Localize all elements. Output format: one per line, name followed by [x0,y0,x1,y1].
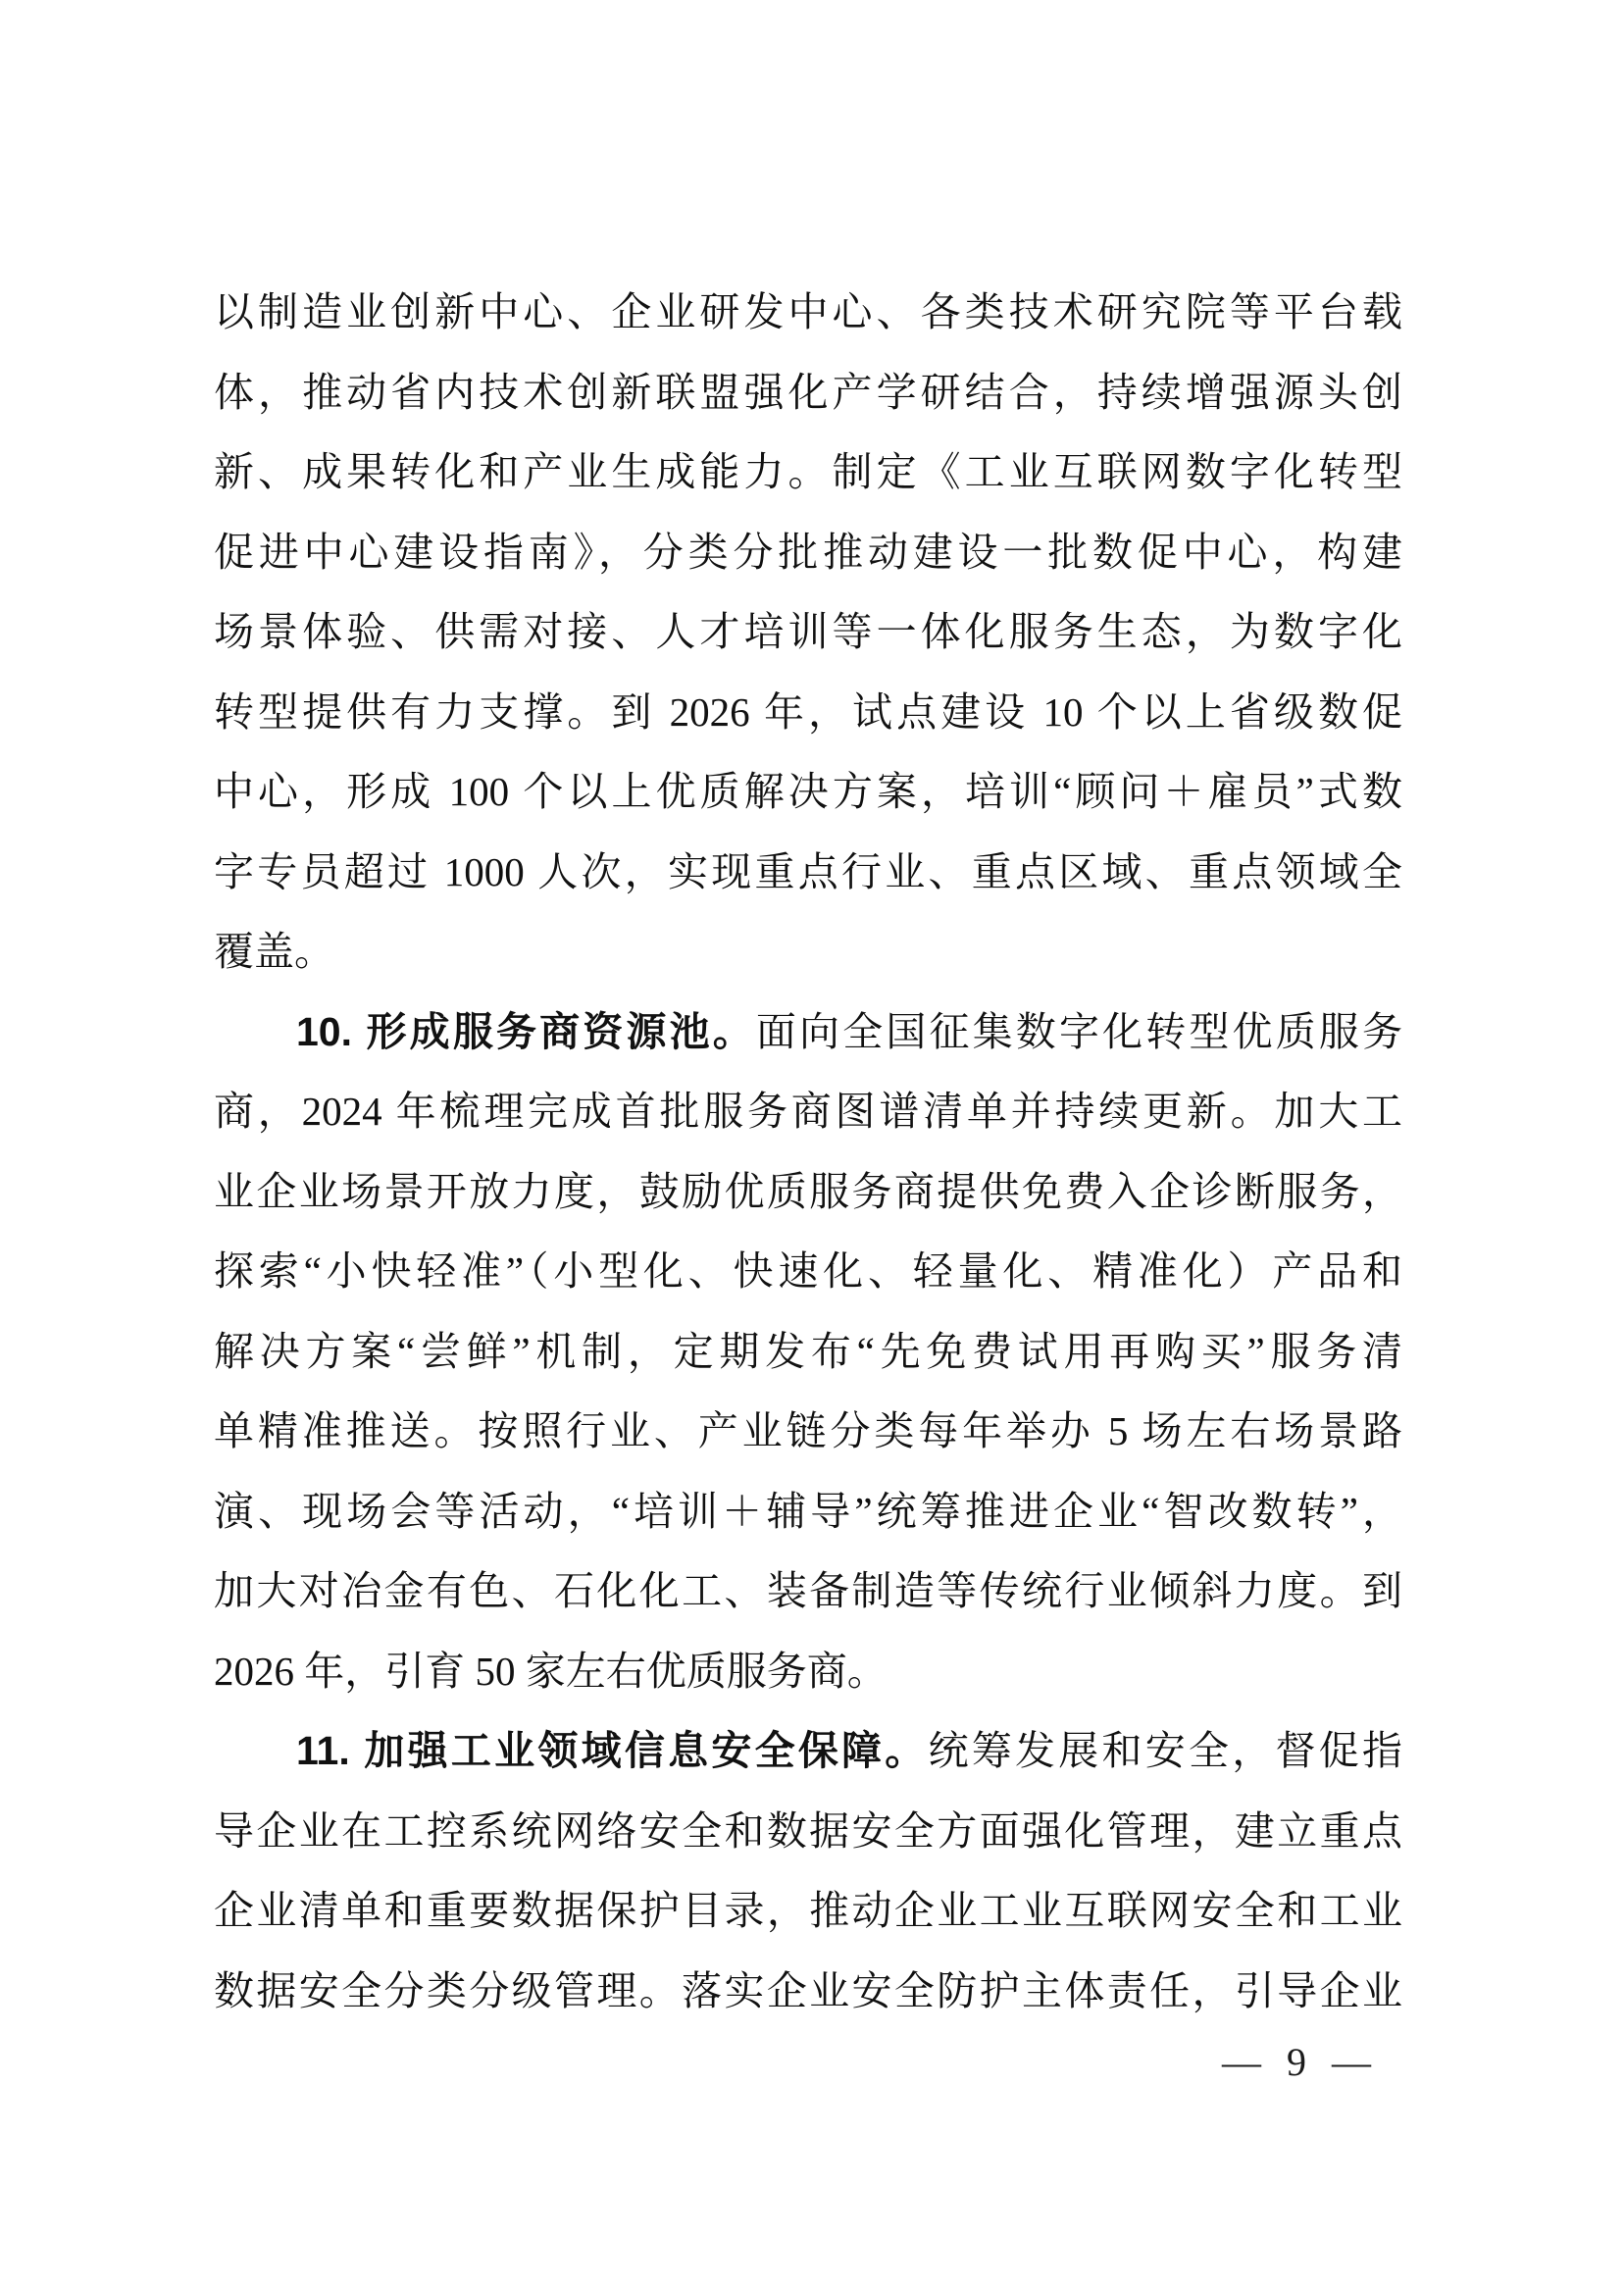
body-text: 数据安全分类分级管理。落实企业安全防护主体责任，引导企业 [214,1967,1402,2013]
body-text: 演、现场会等活动，“培训＋辅导”统筹推进企业“智改数转”， [214,1488,1402,1534]
text-line [214,912,1402,992]
text-line [214,1871,1402,1952]
text-line [214,592,1402,673]
body-text: 加大对冶金有色、石化化工、装备制造等传统行业倾斜力度。到 [214,1568,1402,1613]
body-text: 场景体验、供需对接、人才培训等一体化服务生态，为数字化 [214,609,1402,654]
text-line [214,673,1402,753]
text-line [214,992,1402,1073]
body-text: 导企业在工控系统网络安全和数据安全方面强化管理，建立重点 [214,1807,1402,1854]
body-text: 单精准推送。按照行业、产业链分类每年举办 5 场左右场景路 [214,1408,1402,1453]
text-line [214,1711,1402,1792]
body-text: 统筹发展和安全，督促指 [928,1728,1402,1773]
body-text: 转型提供有力支撑。到 2026 年，试点建设 10 个以上省级数促 [214,688,1402,735]
body-text: 业企业场景开放力度，鼓励优质服务商提供免费入企诊断服务， [214,1168,1402,1214]
body-text: 解决方案“尝鲜”机制，定期发布“先免费试用再购买”服务清 [214,1328,1402,1374]
text-line [214,1392,1402,1472]
body-text: 中心，形成 100 个以上优质解决方案，培训“顾问＋雇员”式数 [214,769,1402,814]
text-line [214,1152,1402,1233]
body-text: 字专员超过 1000 人次，实现重点行业、重点区域、重点领域全 [214,848,1402,894]
text-line [214,432,1402,513]
body-text: 促进中心建设指南》，分类分批推动建设一批数促中心，构建 [214,529,1402,575]
section-heading-text: 11. 加强工业领域信息安全保障。 [296,1728,929,1773]
text-line [214,1551,1402,1632]
text-line [214,833,1402,913]
section-heading-text: 10. 形成服务商资源池。 [296,1008,756,1054]
text-line [214,1312,1402,1393]
body-text: 2026 年，引育 50 家左右优质服务商。 [214,1648,888,1694]
body-text: 以制造业创新中心、企业研发中心、各类技术研究院等平台载 [214,289,1402,334]
page-number: — 9 — [1222,2040,1371,2084]
body-text: 覆盖。 [214,929,334,974]
body-text: 探索“小快轻准”（小型化、快速化、轻量化、精准化）产品和 [214,1248,1402,1294]
text-line [214,513,1402,593]
body-text: 新、成果转化和产业生成能力。制定《工业互联网数字化转型 [214,449,1402,494]
body-text: 商，2024 年梳理完成首批服务商图谱清单并持续更新。加大工 [214,1089,1402,1134]
text-line [214,353,1402,433]
text-line [214,1632,1402,1712]
text-line [214,1952,1402,2032]
body-text: 面向全国征集数字化转型优质服务 [755,1008,1402,1054]
text-line [214,752,1402,833]
body-text: 企业清单和重要数据保护目录，推动企业工业互联网安全和工业 [214,1888,1402,1933]
text-line [214,1792,1402,1872]
text-line [214,1232,1402,1312]
text-line [214,273,1402,353]
text-line [214,1072,1402,1152]
document-body [214,273,1402,2031]
body-text: 体，推动省内技术创新联盟强化产学研结合，持续增强源头创 [214,369,1402,415]
text-line [214,1472,1402,1552]
